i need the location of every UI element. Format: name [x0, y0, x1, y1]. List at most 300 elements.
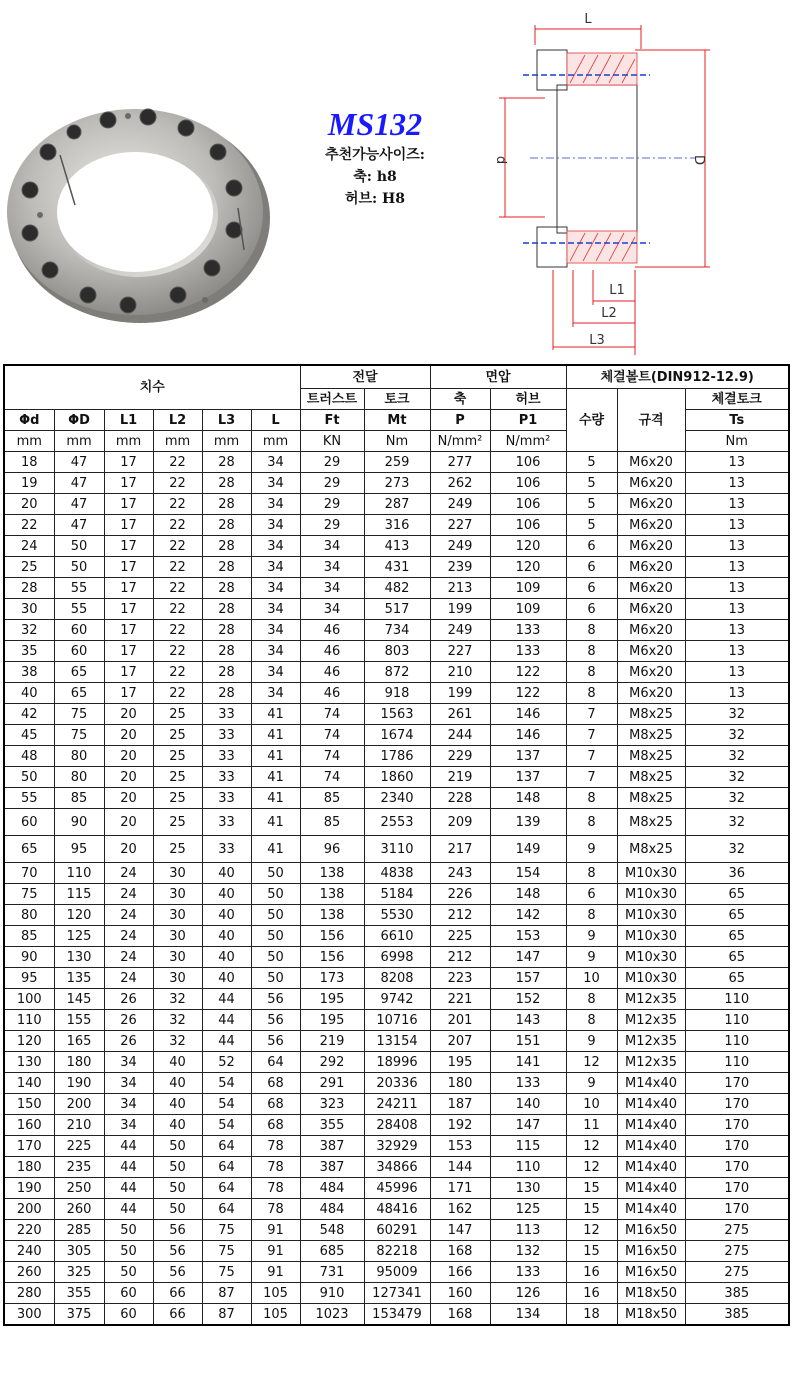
- cell-d: 35: [4, 641, 54, 662]
- cell-d: 28: [4, 578, 54, 599]
- cell-spec: M6x20: [617, 578, 685, 599]
- cell-Mt: 431: [364, 557, 430, 578]
- cell-P: 244: [430, 725, 490, 746]
- table-row: [4, 1157, 789, 1178]
- cell-D: 80: [54, 746, 104, 767]
- cell-Ft: 484: [300, 1199, 364, 1220]
- cell-L2: 22: [153, 515, 202, 536]
- cell-count: 9: [566, 947, 617, 968]
- cell-L3: 28: [202, 557, 251, 578]
- cell-L: 68: [251, 1094, 300, 1115]
- cell-L1: 44: [104, 1199, 153, 1220]
- group-bolt: 체결볼트(DIN912-12.9): [566, 365, 789, 389]
- cell-Ft: 34: [300, 536, 364, 557]
- cell-Ft: 74: [300, 704, 364, 725]
- col-count: 수량: [566, 389, 617, 452]
- cell-Mt: 803: [364, 641, 430, 662]
- cell-L2: 30: [153, 863, 202, 884]
- unit-d: mm: [4, 431, 54, 452]
- cell-Ts: 32: [685, 725, 789, 746]
- table-row: [4, 473, 789, 494]
- cell-L3: 33: [202, 746, 251, 767]
- cell-count: 7: [566, 746, 617, 767]
- dim-L1-label: L1: [609, 283, 625, 298]
- cell-spec: M14x40: [617, 1199, 685, 1220]
- cell-L2: 30: [153, 905, 202, 926]
- table-row: [4, 725, 789, 746]
- cell-Ts: 13: [685, 641, 789, 662]
- cell-d: 18: [4, 452, 54, 473]
- cell-D: 47: [54, 494, 104, 515]
- table-row: [4, 1283, 789, 1304]
- cell-Ft: 484: [300, 1178, 364, 1199]
- cell-d: 40: [4, 683, 54, 704]
- cell-d: 90: [4, 947, 54, 968]
- cell-count: 8: [566, 1010, 617, 1031]
- sym-L1: L1: [104, 410, 153, 431]
- cell-Ft: 195: [300, 1010, 364, 1031]
- cell-D: 47: [54, 473, 104, 494]
- cell-L2: 32: [153, 1010, 202, 1031]
- cell-count: 15: [566, 1241, 617, 1262]
- cell-d: 180: [4, 1157, 54, 1178]
- cell-Ts: 13: [685, 662, 789, 683]
- sym-P1: P1: [490, 410, 566, 431]
- cell-Ft: 387: [300, 1136, 364, 1157]
- cell-L: 41: [251, 809, 300, 836]
- table-row: [4, 746, 789, 767]
- table-row: [4, 662, 789, 683]
- cell-Ts: 13: [685, 473, 789, 494]
- cell-Mt: 34866: [364, 1157, 430, 1178]
- cell-d: 60: [4, 809, 54, 836]
- cell-Ft: 74: [300, 767, 364, 788]
- cell-Mt: 316: [364, 515, 430, 536]
- cell-L3: 28: [202, 473, 251, 494]
- cell-P1: 106: [490, 515, 566, 536]
- cell-L1: 24: [104, 905, 153, 926]
- cell-count: 8: [566, 863, 617, 884]
- cell-L2: 66: [153, 1283, 202, 1304]
- cell-P: 249: [430, 494, 490, 515]
- cell-count: 8: [566, 788, 617, 809]
- cell-L1: 17: [104, 515, 153, 536]
- cell-D: 355: [54, 1283, 104, 1304]
- cell-D: 65: [54, 662, 104, 683]
- cell-Mt: 1786: [364, 746, 430, 767]
- cell-P: 227: [430, 515, 490, 536]
- cell-L3: 40: [202, 884, 251, 905]
- cell-D: 50: [54, 557, 104, 578]
- cell-d: 200: [4, 1199, 54, 1220]
- table-row: [4, 836, 789, 863]
- cell-d: 30: [4, 599, 54, 620]
- cell-P: 212: [430, 905, 490, 926]
- dim-D-label: D: [691, 154, 706, 166]
- cell-Ft: 29: [300, 473, 364, 494]
- cell-d: 48: [4, 746, 54, 767]
- cell-L2: 25: [153, 809, 202, 836]
- cell-P1: 133: [490, 1262, 566, 1283]
- cell-Mt: 3110: [364, 836, 430, 863]
- cell-L3: 28: [202, 515, 251, 536]
- cell-P: 262: [430, 473, 490, 494]
- cell-d: 240: [4, 1241, 54, 1262]
- table-row: [4, 863, 789, 884]
- cell-P1: 141: [490, 1052, 566, 1073]
- cell-L: 78: [251, 1136, 300, 1157]
- cell-P: 261: [430, 704, 490, 725]
- cell-P: 166: [430, 1262, 490, 1283]
- cell-L3: 44: [202, 1010, 251, 1031]
- cell-L1: 17: [104, 452, 153, 473]
- cell-Ts: 275: [685, 1241, 789, 1262]
- cell-spec: M6x20: [617, 494, 685, 515]
- cell-L: 78: [251, 1157, 300, 1178]
- cell-D: 125: [54, 926, 104, 947]
- product-photo: [0, 90, 300, 330]
- cell-L: 78: [251, 1199, 300, 1220]
- sym-Ts: Ts: [685, 410, 789, 431]
- cell-D: 95: [54, 836, 104, 863]
- table-row: [4, 452, 789, 473]
- cell-L2: 25: [153, 836, 202, 863]
- cell-L3: 64: [202, 1178, 251, 1199]
- cell-D: 145: [54, 989, 104, 1010]
- cell-D: 110: [54, 863, 104, 884]
- cell-Ts: 65: [685, 905, 789, 926]
- cell-L3: 64: [202, 1199, 251, 1220]
- cell-Mt: 872: [364, 662, 430, 683]
- cell-Ts: 385: [685, 1283, 789, 1304]
- table-row: [4, 683, 789, 704]
- cell-L1: 17: [104, 599, 153, 620]
- cell-Ts: 65: [685, 947, 789, 968]
- cell-D: 180: [54, 1052, 104, 1073]
- cell-count: 10: [566, 1094, 617, 1115]
- sym-L2: L2: [153, 410, 202, 431]
- sub-torque: 토크: [364, 389, 430, 410]
- cell-L: 34: [251, 683, 300, 704]
- cell-L: 34: [251, 557, 300, 578]
- cell-Ft: 34: [300, 557, 364, 578]
- cell-count: 6: [566, 536, 617, 557]
- cell-D: 155: [54, 1010, 104, 1031]
- cell-L: 56: [251, 1031, 300, 1052]
- cell-spec: M6x20: [617, 599, 685, 620]
- cell-Ft: 46: [300, 641, 364, 662]
- cell-Ts: 385: [685, 1304, 789, 1326]
- cell-d: 45: [4, 725, 54, 746]
- cell-Ts: 110: [685, 1010, 789, 1031]
- cell-L3: 40: [202, 947, 251, 968]
- cell-D: 190: [54, 1073, 104, 1094]
- cell-P: 162: [430, 1199, 490, 1220]
- cell-L2: 22: [153, 452, 202, 473]
- cell-Mt: 2340: [364, 788, 430, 809]
- unit-L: mm: [251, 431, 300, 452]
- cell-spec: M18x50: [617, 1283, 685, 1304]
- cell-L: 34: [251, 620, 300, 641]
- cell-Ts: 13: [685, 452, 789, 473]
- cell-L: 56: [251, 1010, 300, 1031]
- cell-Ts: 170: [685, 1094, 789, 1115]
- cell-count: 6: [566, 578, 617, 599]
- cell-L1: 26: [104, 1010, 153, 1031]
- unit-L1: mm: [104, 431, 153, 452]
- cell-d: 50: [4, 767, 54, 788]
- cell-L: 64: [251, 1052, 300, 1073]
- cell-L: 50: [251, 926, 300, 947]
- cell-Ft: 910: [300, 1283, 364, 1304]
- cell-L1: 20: [104, 725, 153, 746]
- cell-P: 212: [430, 947, 490, 968]
- cell-L: 91: [251, 1241, 300, 1262]
- cell-P: 243: [430, 863, 490, 884]
- table-row: [4, 1010, 789, 1031]
- cell-L: 41: [251, 788, 300, 809]
- cell-Ts: 32: [685, 767, 789, 788]
- cell-P1: 122: [490, 662, 566, 683]
- cell-P1: 146: [490, 704, 566, 725]
- cell-L: 105: [251, 1283, 300, 1304]
- cell-L3: 64: [202, 1136, 251, 1157]
- cell-count: 10: [566, 968, 617, 989]
- cell-L3: 75: [202, 1262, 251, 1283]
- cell-L3: 33: [202, 836, 251, 863]
- cell-Mt: 273: [364, 473, 430, 494]
- dim-L3-label: L3: [589, 333, 605, 348]
- sym-P: P: [430, 410, 490, 431]
- cell-L2: 22: [153, 557, 202, 578]
- cell-d: 120: [4, 1031, 54, 1052]
- cell-Ft: 156: [300, 926, 364, 947]
- cell-spec: M14x40: [617, 1157, 685, 1178]
- cell-Ts: 110: [685, 1031, 789, 1052]
- cell-L3: 87: [202, 1304, 251, 1326]
- shaft-tolerance: 축: h8: [353, 169, 397, 185]
- cell-Ft: 173: [300, 968, 364, 989]
- cell-L3: 28: [202, 452, 251, 473]
- unit-Ts: Nm: [685, 431, 789, 452]
- cell-L2: 25: [153, 767, 202, 788]
- cell-L: 34: [251, 473, 300, 494]
- cell-L1: 24: [104, 863, 153, 884]
- cell-Mt: 1563: [364, 704, 430, 725]
- cell-L3: 54: [202, 1094, 251, 1115]
- cell-count: 9: [566, 1073, 617, 1094]
- cell-D: 250: [54, 1178, 104, 1199]
- table-row: [4, 788, 789, 809]
- cell-L2: 40: [153, 1052, 202, 1073]
- cell-P: 144: [430, 1157, 490, 1178]
- cell-D: 65: [54, 683, 104, 704]
- cell-count: 11: [566, 1115, 617, 1136]
- cell-spec: M8x25: [617, 725, 685, 746]
- dim-L2-label: L2: [601, 306, 617, 321]
- cell-Ft: 548: [300, 1220, 364, 1241]
- cell-L3: 28: [202, 578, 251, 599]
- cell-L1: 26: [104, 1031, 153, 1052]
- cell-Ft: 685: [300, 1241, 364, 1262]
- cell-L: 41: [251, 836, 300, 863]
- cell-L2: 50: [153, 1157, 202, 1178]
- cell-P: 217: [430, 836, 490, 863]
- cell-L: 105: [251, 1304, 300, 1326]
- table-row: [4, 1073, 789, 1094]
- table-row: [4, 536, 789, 557]
- cell-spec: M8x25: [617, 767, 685, 788]
- cell-count: 12: [566, 1157, 617, 1178]
- cell-Ft: 46: [300, 620, 364, 641]
- cell-P1: 148: [490, 884, 566, 905]
- cell-count: 8: [566, 620, 617, 641]
- cell-P1: 106: [490, 473, 566, 494]
- sym-d: Φd: [4, 410, 54, 431]
- cell-Mt: 259: [364, 452, 430, 473]
- table-row: [4, 620, 789, 641]
- table-row: [4, 884, 789, 905]
- cell-Ft: 731: [300, 1262, 364, 1283]
- cell-Ts: 110: [685, 989, 789, 1010]
- hub-tolerance: 허브: H8: [344, 191, 406, 207]
- cell-L2: 56: [153, 1262, 202, 1283]
- cell-P: 223: [430, 968, 490, 989]
- table-row: [4, 1241, 789, 1262]
- cell-P1: 106: [490, 494, 566, 515]
- cell-Ft: 219: [300, 1031, 364, 1052]
- cell-L1: 17: [104, 641, 153, 662]
- cell-Ft: 195: [300, 989, 364, 1010]
- cell-P: 199: [430, 599, 490, 620]
- cell-spec: M10x30: [617, 947, 685, 968]
- cell-P: 168: [430, 1304, 490, 1326]
- unit-P: N/mm²: [430, 431, 490, 452]
- cell-D: 165: [54, 1031, 104, 1052]
- cell-d: 42: [4, 704, 54, 725]
- cell-Ts: 275: [685, 1262, 789, 1283]
- cell-Mt: 82218: [364, 1241, 430, 1262]
- cell-Ft: 387: [300, 1157, 364, 1178]
- cell-P: 228: [430, 788, 490, 809]
- table-body: [4, 452, 789, 1326]
- cell-Ft: 29: [300, 452, 364, 473]
- sub-shaft: 축: [430, 389, 490, 410]
- cell-L: 34: [251, 641, 300, 662]
- cell-d: 190: [4, 1178, 54, 1199]
- cell-Ts: 13: [685, 578, 789, 599]
- cell-L3: 28: [202, 641, 251, 662]
- cell-L: 34: [251, 536, 300, 557]
- cell-Ft: 138: [300, 884, 364, 905]
- cell-P: 249: [430, 536, 490, 557]
- cell-spec: M12x35: [617, 989, 685, 1010]
- cell-P1: 115: [490, 1136, 566, 1157]
- cell-Ft: 85: [300, 809, 364, 836]
- cell-Mt: 1860: [364, 767, 430, 788]
- cell-spec: M14x40: [617, 1178, 685, 1199]
- cell-d: 75: [4, 884, 54, 905]
- sub-tighten-torque: 체결토크: [685, 389, 789, 410]
- cell-L1: 20: [104, 746, 153, 767]
- cell-D: 130: [54, 947, 104, 968]
- cell-d: 130: [4, 1052, 54, 1073]
- table-row: [4, 704, 789, 725]
- cell-L3: 28: [202, 620, 251, 641]
- cell-spec: M6x20: [617, 683, 685, 704]
- cell-L1: 26: [104, 989, 153, 1010]
- cell-L2: 32: [153, 989, 202, 1010]
- cell-P: 153: [430, 1136, 490, 1157]
- table-row: [4, 1052, 789, 1073]
- cell-spec: M10x30: [617, 905, 685, 926]
- cell-L1: 24: [104, 926, 153, 947]
- cell-Ft: 46: [300, 662, 364, 683]
- cell-P1: 152: [490, 989, 566, 1010]
- cell-L2: 66: [153, 1304, 202, 1326]
- cell-count: 7: [566, 725, 617, 746]
- cell-P: 249: [430, 620, 490, 641]
- cell-L: 50: [251, 905, 300, 926]
- cell-Ft: 29: [300, 494, 364, 515]
- cell-count: 6: [566, 599, 617, 620]
- cell-d: 19: [4, 473, 54, 494]
- cell-Ft: 323: [300, 1094, 364, 1115]
- cell-spec: M14x40: [617, 1073, 685, 1094]
- cell-L3: 33: [202, 809, 251, 836]
- cell-spec: M6x20: [617, 536, 685, 557]
- cell-P: 225: [430, 926, 490, 947]
- cell-P: 209: [430, 809, 490, 836]
- cell-Ts: 13: [685, 599, 789, 620]
- cell-Ft: 85: [300, 788, 364, 809]
- cell-spec: M8x25: [617, 809, 685, 836]
- cell-L: 50: [251, 947, 300, 968]
- cell-D: 85: [54, 788, 104, 809]
- cell-spec: M10x30: [617, 884, 685, 905]
- cell-spec: M6x20: [617, 473, 685, 494]
- cell-L1: 34: [104, 1115, 153, 1136]
- cell-L2: 22: [153, 662, 202, 683]
- cell-L2: 22: [153, 578, 202, 599]
- cell-D: 80: [54, 767, 104, 788]
- cell-spec: M6x20: [617, 641, 685, 662]
- cell-L: 34: [251, 662, 300, 683]
- cell-L2: 40: [153, 1094, 202, 1115]
- cell-P1: 133: [490, 1073, 566, 1094]
- cell-L3: 28: [202, 494, 251, 515]
- cell-Mt: 28408: [364, 1115, 430, 1136]
- cell-Mt: 20336: [364, 1073, 430, 1094]
- cell-Mt: 60291: [364, 1220, 430, 1241]
- cell-d: 95: [4, 968, 54, 989]
- cell-L2: 30: [153, 968, 202, 989]
- cell-count: 9: [566, 1031, 617, 1052]
- cell-Ts: 32: [685, 836, 789, 863]
- cell-Mt: 4838: [364, 863, 430, 884]
- table-row: [4, 1115, 789, 1136]
- cell-Ts: 13: [685, 683, 789, 704]
- cell-P: 239: [430, 557, 490, 578]
- cell-count: 7: [566, 767, 617, 788]
- cell-L3: 75: [202, 1241, 251, 1262]
- cell-L: 56: [251, 989, 300, 1010]
- cell-Ft: 74: [300, 746, 364, 767]
- cell-spec: M6x20: [617, 620, 685, 641]
- cell-L1: 20: [104, 767, 153, 788]
- cell-L2: 25: [153, 704, 202, 725]
- cell-D: 285: [54, 1220, 104, 1241]
